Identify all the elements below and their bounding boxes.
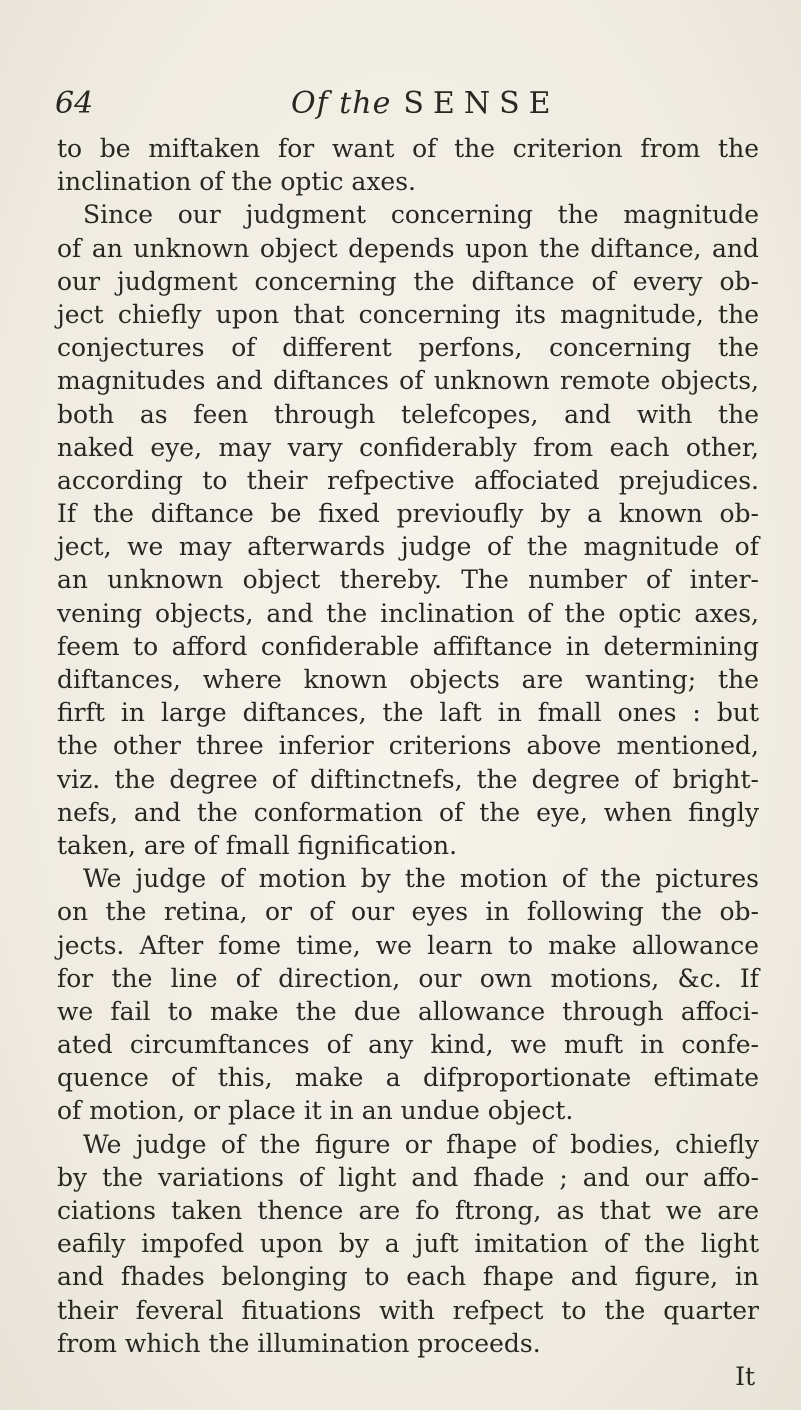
text-line: We judge of motion by the motion of the pictures	[83, 864, 759, 894]
running-title-sense: SENSE	[403, 86, 560, 121]
text-line: ject, we may afterwards judge of the magnitude of	[57, 532, 759, 562]
text-line: for the line of direction, our own motions, &c. If	[57, 963, 759, 993]
text-line: we fail to make the due allowance through affoci-	[57, 996, 759, 1026]
text-line: from which the illumination proceeds.	[57, 1328, 541, 1358]
catchword: It	[735, 1361, 755, 1391]
text-line: the other three inferior criterions above mentioned,	[57, 731, 759, 761]
text-line: naked eye, may vary confiderably from each other,	[57, 432, 759, 462]
text-line: on the retina, or of our eyes in following the ob-	[57, 897, 759, 927]
text-line: ated circumftances of any kind, we muft in confe-	[57, 1030, 759, 1060]
text-line: our judgment concerning the diftance of every ob-	[57, 266, 759, 296]
text-line: an unknown object thereby. The number of inter-	[57, 565, 759, 595]
text-line: viz. the degree of diftinctnefs, the degree of bright-	[57, 764, 759, 794]
text-line: their feveral fituations with refpect to the quarter	[57, 1295, 759, 1325]
text-line: conjectures of different perfons, concerning the	[57, 333, 759, 363]
text-line: vening objects, and the inclination of the optic axes,	[57, 598, 759, 628]
running-title-of-the: Of the	[291, 86, 392, 121]
text-line: to be miftaken for want of the criterion from the	[57, 134, 759, 163]
text-line: If the diftance be fixed previoufly by a known ob-	[57, 499, 759, 529]
text-line: of an unknown object depends upon the diftance, and	[57, 233, 759, 263]
text-line: inclination of the optic axes.	[57, 167, 416, 197]
text-line: firft in large diftances, the laft in fmall ones : but	[57, 698, 759, 728]
text-line: and fhades belonging to each fhape and figure, in	[57, 1262, 759, 1292]
text-line: taken, are of fmall fignification.	[57, 830, 458, 860]
text-line: by the variations of light and fhade ; and our affo-	[57, 1162, 759, 1192]
text-line: Since our judgment concerning the magnitude	[83, 200, 759, 230]
running-title	[291, 86, 560, 121]
text-line: quence of this, make a difproportionate eftimate	[57, 1063, 759, 1093]
text-line: eafily impofed upon by a juft imitation of the light	[57, 1229, 759, 1259]
page-number: 64	[55, 86, 94, 121]
text-line: diftances, where known objects are wanting; the	[57, 665, 759, 694]
text-line: magnitudes and diftances of unknown remote objects,	[57, 366, 759, 396]
text-line: jects. After fome time, we learn to make allowance	[57, 930, 759, 960]
running-head	[55, 86, 741, 126]
text-line: ciations taken thence are fo ftrong, as that we are	[57, 1196, 759, 1225]
text-line: both as feen through telefcopes, and with the	[57, 399, 759, 429]
text-line: nefs, and the conformation of the eye, when fingly	[57, 797, 759, 827]
text-line: feem to afford confiderable affiftance in determining	[57, 631, 759, 661]
text-line: according to their refpective affociated prejudices.	[57, 465, 759, 495]
text-line: We judge of the figure or fhape of bodies, chiefly	[83, 1129, 759, 1159]
text-line: ject chiefly upon that concerning its magnitude, the	[57, 299, 759, 329]
text-line: of motion, or place it in an undue object.	[57, 1096, 574, 1126]
body-text	[57, 132, 759, 1393]
